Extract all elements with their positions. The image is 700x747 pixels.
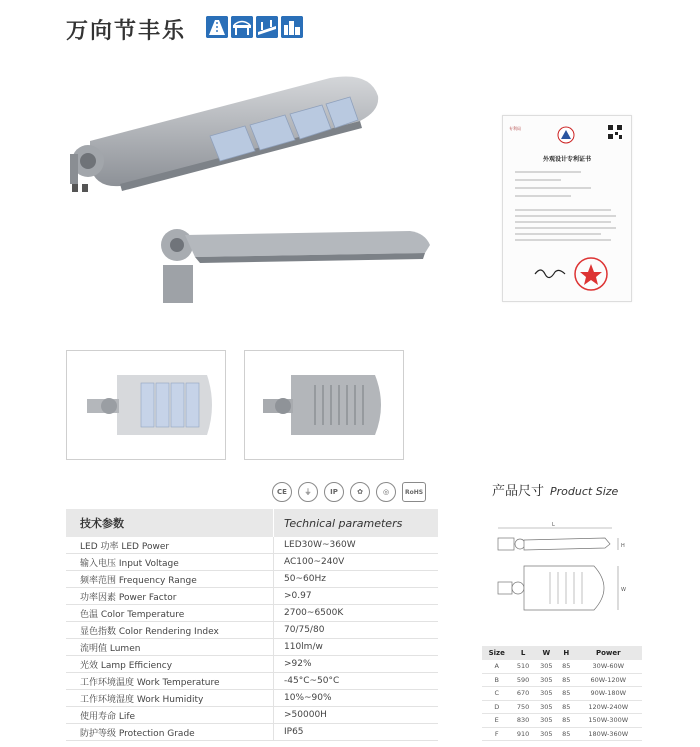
param-name: 工作环境湿度 Work Humidity: [66, 690, 274, 707]
header-en: Technical parameters: [274, 509, 439, 537]
table-row: [66, 588, 438, 605]
power-cell: 120W-240W: [575, 700, 642, 714]
param-value: >92%: [274, 656, 439, 673]
application-icons: [206, 16, 303, 38]
led-icon: ◎: [376, 482, 396, 502]
param-value: -45°C~50°C: [274, 673, 439, 690]
size-table: [482, 646, 642, 741]
ce-mark-icon: CE: [272, 482, 292, 502]
param-name: 光效 Lamp Efficiency: [66, 656, 274, 673]
param-name: 功率因素 Power Factor: [66, 588, 274, 605]
h-cell: 85: [558, 673, 575, 687]
param-value: 2700~6500K: [274, 605, 439, 622]
w-cell: 305: [535, 700, 558, 714]
param-name: 色温 Color Temperature: [66, 605, 274, 622]
l-cell: 910: [511, 727, 534, 741]
certificate-title: 外观设计专利证书: [542, 156, 591, 163]
param-value: 10%~90%: [274, 690, 439, 707]
certification-icons: [272, 482, 426, 502]
table-row: [66, 537, 438, 554]
param-value: >0.97: [274, 588, 439, 605]
param-value: >50000H: [274, 707, 439, 724]
table-row: [482, 660, 642, 673]
w-cell: 305: [535, 687, 558, 701]
dimension-drawing: [490, 520, 640, 640]
power-cell: 90W-180W: [575, 687, 642, 701]
table-header-row: [66, 509, 438, 537]
param-name: 显色指数 Color Rendering Index: [66, 622, 274, 639]
size-table-header-row: [482, 646, 642, 660]
h-cell: 85: [558, 727, 575, 741]
l-cell: 590: [511, 673, 534, 687]
road-icon: [256, 16, 278, 38]
table-row: [482, 700, 642, 714]
table-row: [66, 673, 438, 690]
size-cell: D: [482, 700, 511, 714]
power-cell: 180W-360W: [575, 727, 642, 741]
size-header: Size: [482, 646, 511, 660]
l-cell: 750: [511, 700, 534, 714]
product-size-title: [492, 480, 618, 499]
size-cell: E: [482, 714, 511, 728]
table-row: [66, 605, 438, 622]
header-zh: 技术参数: [66, 509, 274, 537]
table-row: [482, 687, 642, 701]
param-value: 70/75/80: [274, 622, 439, 639]
qr-code-icon: [607, 124, 623, 140]
table-row: [66, 707, 438, 724]
param-value: 110lm/w: [274, 639, 439, 656]
param-name: LED 功率 LED Power: [66, 537, 274, 554]
param-name: 工作环境温度 Work Temperature: [66, 673, 274, 690]
table-row: [66, 639, 438, 656]
table-row: [482, 673, 642, 687]
w-cell: 305: [535, 660, 558, 673]
param-value: AC100~240V: [274, 554, 439, 571]
technical-parameters-table: [66, 509, 438, 741]
h-header: H: [558, 646, 575, 660]
param-value: LED30W~360W: [274, 537, 439, 554]
width-label: W: [621, 587, 626, 593]
highway-icon: [206, 16, 228, 38]
power-cell: 150W-300W: [575, 714, 642, 728]
city-icon: [281, 16, 303, 38]
patent-office-logo-icon: [557, 126, 575, 144]
table-row: [66, 571, 438, 588]
param-name: 频率范围 Frequency Range: [66, 571, 274, 588]
ground-icon: ⏚: [298, 482, 318, 502]
param-name: 流明值 Lumen: [66, 639, 274, 656]
table-row: [66, 554, 438, 571]
power-header: Power: [575, 646, 642, 660]
product-size-title-en: Product Size: [550, 485, 619, 498]
param-name: 输入电压 Input Voltage: [66, 554, 274, 571]
length-label: L: [552, 522, 555, 528]
bridge-icon: [231, 16, 253, 38]
rohs-icon: RoHS: [402, 482, 426, 502]
patent-certificate-image: [502, 115, 632, 302]
h-cell: 85: [558, 687, 575, 701]
size-cell: B: [482, 673, 511, 687]
signature-image: [533, 264, 567, 280]
l-cell: 510: [511, 660, 534, 673]
table-row: [66, 656, 438, 673]
table-row: [482, 714, 642, 728]
certificate-text-lines: [511, 168, 623, 268]
ip-rating-icon: IP: [324, 482, 344, 502]
size-cell: F: [482, 727, 511, 741]
h-cell: 85: [558, 714, 575, 728]
w-cell: 305: [535, 673, 558, 687]
h-cell: 85: [558, 660, 575, 673]
l-header: L: [511, 646, 534, 660]
back-view-image: [244, 350, 404, 460]
leaf-icon: ✿: [350, 482, 370, 502]
height-label: H: [621, 543, 625, 549]
product-size-title-zh: 产品尺寸: [492, 484, 545, 499]
front-view-image: [66, 350, 226, 460]
street-light-image: [60, 66, 400, 211]
table-row: [66, 622, 438, 639]
h-cell: 85: [558, 700, 575, 714]
power-cell: 60W-120W: [575, 673, 642, 687]
l-cell: 830: [511, 714, 534, 728]
w-cell: 305: [535, 714, 558, 728]
size-cell: A: [482, 660, 511, 673]
power-cell: 30W-60W: [575, 660, 642, 673]
official-seal-image: [573, 256, 609, 292]
size-cell: C: [482, 687, 511, 701]
page-title: 万向节丰乐: [66, 19, 187, 44]
street-light-side-image: [155, 225, 445, 305]
table-row: [482, 727, 642, 741]
certificate-header: 专利局: [509, 126, 521, 131]
w-header: W: [535, 646, 558, 660]
param-value: IP65: [274, 724, 439, 741]
w-cell: 305: [535, 727, 558, 741]
table-row: [66, 724, 438, 741]
param-value: 50~60Hz: [274, 571, 439, 588]
l-cell: 670: [511, 687, 534, 701]
param-name: 防护等级 Protection Grade: [66, 724, 274, 741]
table-row: [66, 690, 438, 707]
param-name: 使用寿命 Life: [66, 707, 274, 724]
